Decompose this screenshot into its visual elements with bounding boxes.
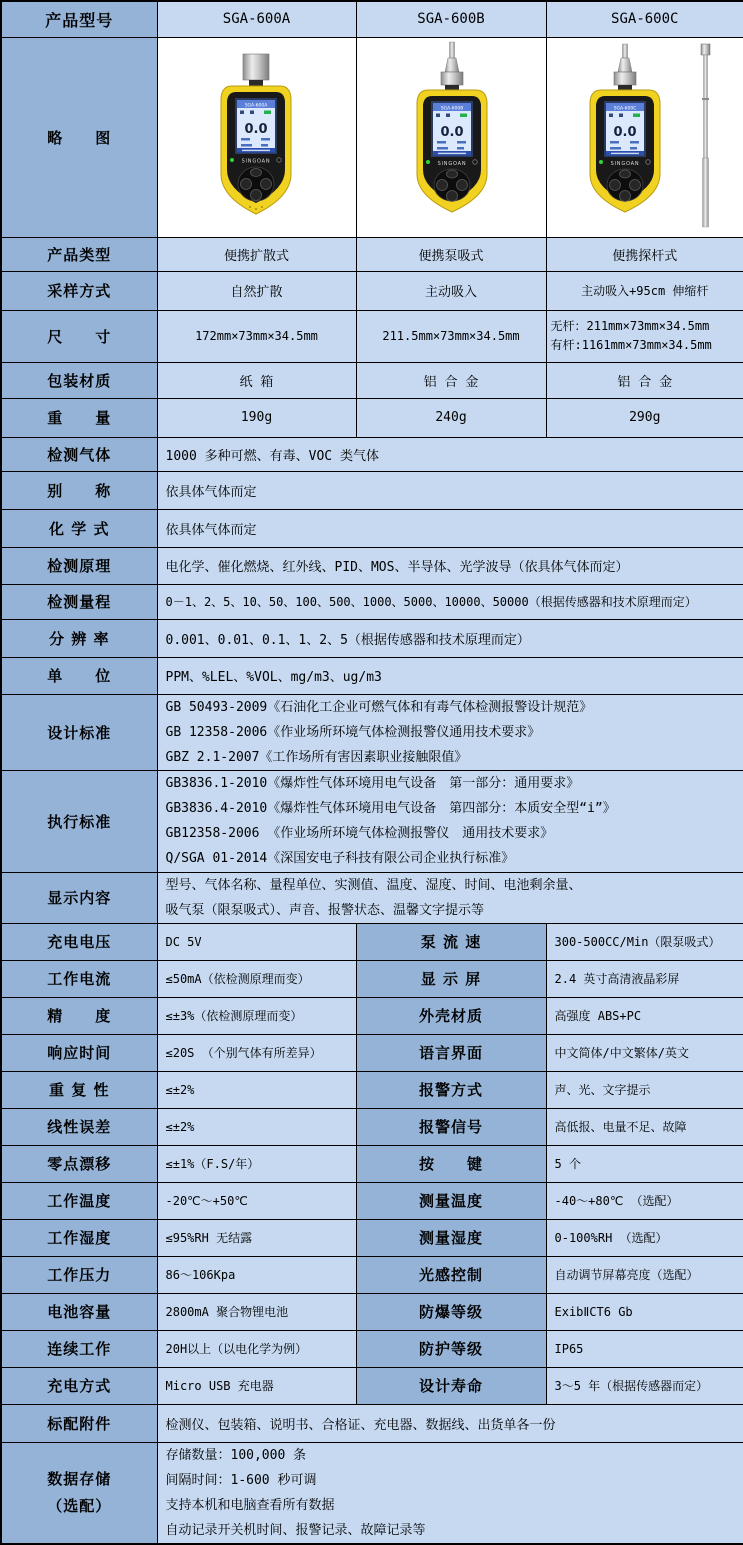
spec-label: 工作湿度 xyxy=(1,1219,157,1256)
table-row xyxy=(1,1330,743,1367)
keypad xyxy=(238,167,274,201)
spec-value: ≤±2% xyxy=(157,1071,356,1108)
table-row xyxy=(1,872,743,923)
spec-label: 充电电压 xyxy=(1,923,157,960)
brand-label: SINGOAN xyxy=(437,161,466,167)
battery-icon xyxy=(264,111,271,115)
spec-value xyxy=(157,770,743,872)
spec-value-line: 间隔时间：1-600 秒可调 xyxy=(166,1468,736,1493)
spec-label: 采样方式 xyxy=(1,271,157,310)
spec-label: 显 示 屏 xyxy=(356,960,546,997)
screen-model-text: SGA-600C xyxy=(613,106,636,112)
table-row xyxy=(1,584,743,619)
spec-value-line: 有杆:1161mm×73mm×34.5mm xyxy=(551,336,740,355)
table-row xyxy=(1,237,743,271)
spec-value: ≤±1%（F.S/年） xyxy=(157,1145,356,1182)
spec-value: ≤50mA（依检测原理而变） xyxy=(157,960,356,997)
table-row xyxy=(1,694,743,770)
table-row xyxy=(1,619,743,657)
spec-value: 240g xyxy=(356,398,546,437)
spec-value-line: 支持本机和电脑查看所有数据 xyxy=(166,1493,736,1518)
spec-value: 2800mA 聚合物锂电池 xyxy=(157,1293,356,1330)
screen-reading: 0.0 xyxy=(440,125,463,140)
spec-label: 重 量 xyxy=(1,398,157,437)
spec-value: 自然扩散 xyxy=(157,271,356,310)
keypad xyxy=(607,169,643,202)
spec-label: 标配附件 xyxy=(1,1404,157,1442)
table-row xyxy=(1,1404,743,1442)
spec-label: 检测原理 xyxy=(1,547,157,584)
table-row xyxy=(1,1182,743,1219)
spec-value: 依具体气体而定 xyxy=(157,471,743,509)
table-row xyxy=(1,1071,743,1108)
table-row xyxy=(1,1367,743,1404)
spec-value-line: 吸气泵（限泵吸式）、声音、报警状态、温馨文字提示等 xyxy=(166,898,736,923)
sensor-cap-icon xyxy=(243,54,269,86)
spec-value: 便携泵吸式 xyxy=(356,237,546,271)
spec-value: 依具体气体而定 xyxy=(157,509,743,547)
spec-label: 线性误差 xyxy=(1,1108,157,1145)
probe-detector-photo xyxy=(547,38,743,236)
spec-value: 86～106Kpa xyxy=(157,1256,356,1293)
table-row xyxy=(1,657,743,694)
spec-value: 172mm×73mm×34.5mm xyxy=(157,310,356,362)
table-row xyxy=(1,1,743,37)
table-row xyxy=(1,509,743,547)
pump-probe-icon xyxy=(614,44,636,90)
sketch-label: 略 图 xyxy=(1,37,157,237)
spec-label-line: （选配） xyxy=(3,1493,156,1520)
table-row xyxy=(1,1256,743,1293)
spec-value: Micro USB 充电器 xyxy=(157,1367,356,1404)
table-row xyxy=(1,1108,743,1145)
brand-label: SINGOAN xyxy=(610,161,639,167)
spec-value: 0.001、0.01、0.1、1、2、5（根据传感器和技术原理而定） xyxy=(157,619,743,657)
spec-label: 测量温度 xyxy=(356,1182,546,1219)
spec-value-line: GB 50493-2009《石油化工企业可燃气体和有毒气体检测报警设计规范》 xyxy=(166,695,736,720)
spec-value: 5 个 xyxy=(546,1145,743,1182)
table-row xyxy=(1,1034,743,1071)
led-indicator xyxy=(426,160,430,164)
spec-value: 300-500CC/Min（限泵吸式） xyxy=(546,923,743,960)
table-row xyxy=(1,997,743,1034)
spec-value: ≤±2% xyxy=(157,1108,356,1145)
spec-value: 190g xyxy=(157,398,356,437)
pump-detector-photo xyxy=(357,38,547,236)
spec-value-line: GB3836.1-2010《爆炸性气体环境用电气设备 第一部分：通用要求》 xyxy=(166,771,736,796)
spec-value: 便携扩散式 xyxy=(157,237,356,271)
spec-value xyxy=(157,1442,743,1544)
spec-value: 电化学、催化燃烧、红外线、PID、MOS、半导体、光学波导（依具体气体而定） xyxy=(157,547,743,584)
spec-label: 电池容量 xyxy=(1,1293,157,1330)
spec-value: 主动吸入 xyxy=(356,271,546,310)
spec-value: -40～+80℃ （选配） xyxy=(546,1182,743,1219)
spec-label: 包装材质 xyxy=(1,362,157,398)
spec-value-line: 自动记录开关机时间、报警记录、故障记录等 xyxy=(166,1518,736,1543)
spec-label: 工作温度 xyxy=(1,1182,157,1219)
photo-cell-sga-600a xyxy=(157,37,356,237)
spec-label: 外壳材质 xyxy=(356,997,546,1034)
spec-label: 防爆等级 xyxy=(356,1293,546,1330)
pump-probe-icon xyxy=(441,42,463,90)
spec-label: 工作压力 xyxy=(1,1256,157,1293)
spec-label: 设计寿命 xyxy=(356,1367,546,1404)
spec-label: 测量湿度 xyxy=(356,1219,546,1256)
table-row xyxy=(1,547,743,584)
spec-value: 0－1、2、5、10、50、100、500、1000、5000、10000、50000（根据传感器和技术原理而定） xyxy=(157,584,743,619)
battery-icon xyxy=(460,114,467,118)
spec-label: 按 键 xyxy=(356,1145,546,1182)
table-row xyxy=(1,471,743,509)
spec-label: 防护等级 xyxy=(356,1330,546,1367)
header-label: 产品型号 xyxy=(1,1,157,37)
battery-icon xyxy=(633,114,640,118)
spec-value: ≤95%RH 无结露 xyxy=(157,1219,356,1256)
spec-label: 工作电流 xyxy=(1,960,157,997)
spec-value: 主动吸入+95cm 伸缩杆 xyxy=(546,271,743,310)
spec-label: 分 辨 率 xyxy=(1,619,157,657)
spec-value: 纸 箱 xyxy=(157,362,356,398)
spec-value: ≤20S （个别气体有所差异） xyxy=(157,1034,356,1071)
spec-label: 报警方式 xyxy=(356,1071,546,1108)
brand-label: SINGOAN xyxy=(242,159,271,165)
led-indicator xyxy=(230,158,234,162)
table-row xyxy=(1,923,743,960)
device-screen xyxy=(432,102,472,156)
spec-value: 便携探杆式 xyxy=(546,237,743,271)
spec-label: 显示内容 xyxy=(1,872,157,923)
spec-value: 高强度 ABS+PC xyxy=(546,997,743,1034)
spec-value: 声、光、文字提示 xyxy=(546,1071,743,1108)
spec-value: 铝 合 金 xyxy=(356,362,546,398)
spec-value: 1000 多种可燃、有毒、VOC 类气体 xyxy=(157,437,743,471)
spec-label: 化 学 式 xyxy=(1,509,157,547)
spec-value: ≤±3%（依检测原理而变） xyxy=(157,997,356,1034)
device-screen xyxy=(236,99,276,153)
spec-value-line: 存储数量：100,000 条 xyxy=(166,1443,736,1468)
spec-label: 产品类型 xyxy=(1,237,157,271)
spec-value: 290g xyxy=(546,398,743,437)
photo-cell-sga-600c xyxy=(546,37,743,237)
spec-value: 中文简体/中文繁体/英文 xyxy=(546,1034,743,1071)
spec-value-line: GB 12358-2006《作业场所环境气体检测报警仪通用技术要求》 xyxy=(166,720,736,745)
device-screen xyxy=(605,102,645,156)
spec-label-line: 数据存储 xyxy=(3,1466,156,1493)
spec-label: 泵 流 速 xyxy=(356,923,546,960)
table-row xyxy=(1,1145,743,1182)
table-row xyxy=(1,310,743,362)
table-row xyxy=(1,770,743,872)
spec-value-line: GBZ 2.1-2007《工作场所有害因素职业接触限值》 xyxy=(166,745,736,770)
led-indicator xyxy=(599,160,603,164)
spec-label: 尺 寸 xyxy=(1,310,157,362)
spec-value: DC 5V xyxy=(157,923,356,960)
spec-value: 3～5 年（根据传感器而定） xyxy=(546,1367,743,1404)
spec-value-line: GB3836.4-2010《爆炸性气体环境用电气设备 第四部分：本质安全型“i”》 xyxy=(166,796,736,821)
table-row xyxy=(1,398,743,437)
telescopic-rod-icon xyxy=(701,44,710,227)
spec-label: 检测气体 xyxy=(1,437,157,471)
spec-label: 精 度 xyxy=(1,997,157,1034)
spec-value: 2.4 英寸高清液晶彩屏 xyxy=(546,960,743,997)
spec-label: 光感控制 xyxy=(356,1256,546,1293)
spec-value: 20H以上（以电化学为例） xyxy=(157,1330,356,1367)
spec-label xyxy=(1,1442,157,1544)
spec-value-line: 无杆：211mm×73mm×34.5mm xyxy=(551,317,740,336)
spec-label: 执行标准 xyxy=(1,770,157,872)
spec-label: 报警信号 xyxy=(356,1108,546,1145)
spec-label: 响应时间 xyxy=(1,1034,157,1071)
table-row xyxy=(1,437,743,471)
spec-label: 设计标准 xyxy=(1,694,157,770)
model-name-b: SGA-600B xyxy=(356,1,546,37)
screen-reading: 0.0 xyxy=(613,125,636,140)
spec-label: 重 复 性 xyxy=(1,1071,157,1108)
spec-value: ExibⅡCT6 Gb xyxy=(546,1293,743,1330)
spec-label: 检测量程 xyxy=(1,584,157,619)
table-row xyxy=(1,362,743,398)
spec-value: 211.5mm×73mm×34.5mm xyxy=(356,310,546,362)
model-name-c: SGA-600C xyxy=(546,1,743,37)
photo-cell-sga-600b xyxy=(356,37,546,237)
table-row xyxy=(1,37,743,237)
spec-value: IP65 xyxy=(546,1330,743,1367)
screen-reading: 0.0 xyxy=(244,122,267,137)
spec-label: 语言界面 xyxy=(356,1034,546,1071)
spec-value: 0-100%RH （选配） xyxy=(546,1219,743,1256)
spec-value xyxy=(157,694,743,770)
table-row xyxy=(1,1442,743,1544)
diffusion-detector-photo xyxy=(158,38,355,236)
spec-value xyxy=(546,310,743,362)
table-row xyxy=(1,960,743,997)
keypad xyxy=(434,169,470,202)
table-row xyxy=(1,1293,743,1330)
spec-value: 铝 合 金 xyxy=(546,362,743,398)
spec-label: 连续工作 xyxy=(1,1330,157,1367)
screen-model-text: SGA-600A xyxy=(245,103,269,109)
spec-value: 高低报、电量不足、故障 xyxy=(546,1108,743,1145)
screen-model-text: SGA-600B xyxy=(440,106,463,112)
spec-label: 别 称 xyxy=(1,471,157,509)
spec-label: 零点漂移 xyxy=(1,1145,157,1182)
spec-value xyxy=(157,872,743,923)
table-row xyxy=(1,271,743,310)
model-name-a: SGA-600A xyxy=(157,1,356,37)
spec-label: 充电方式 xyxy=(1,1367,157,1404)
spec-value: 检测仪、包装箱、说明书、合格证、充电器、数据线、出货单各一份 xyxy=(157,1404,743,1442)
spec-value: -20℃～+50℃ xyxy=(157,1182,356,1219)
spec-value: PPM、%LEL、%VOL、mg/m3、ug/m3 xyxy=(157,657,743,694)
spec-label: 单 位 xyxy=(1,657,157,694)
spec-value-line: 型号、气体名称、量程单位、实测值、温度、湿度、时间、电池剩余量、 xyxy=(166,873,736,898)
table-row xyxy=(1,1219,743,1256)
spec-value-line: Q/SGA 01-2014《深国安电子科技有限公司企业执行标准》 xyxy=(166,846,736,871)
spec-value-line: GB12358-2006 《作业场所环境气体检测报警仪 通用技术要求》 xyxy=(166,821,736,846)
spec-value: 自动调节屏幕亮度（选配） xyxy=(546,1256,743,1293)
